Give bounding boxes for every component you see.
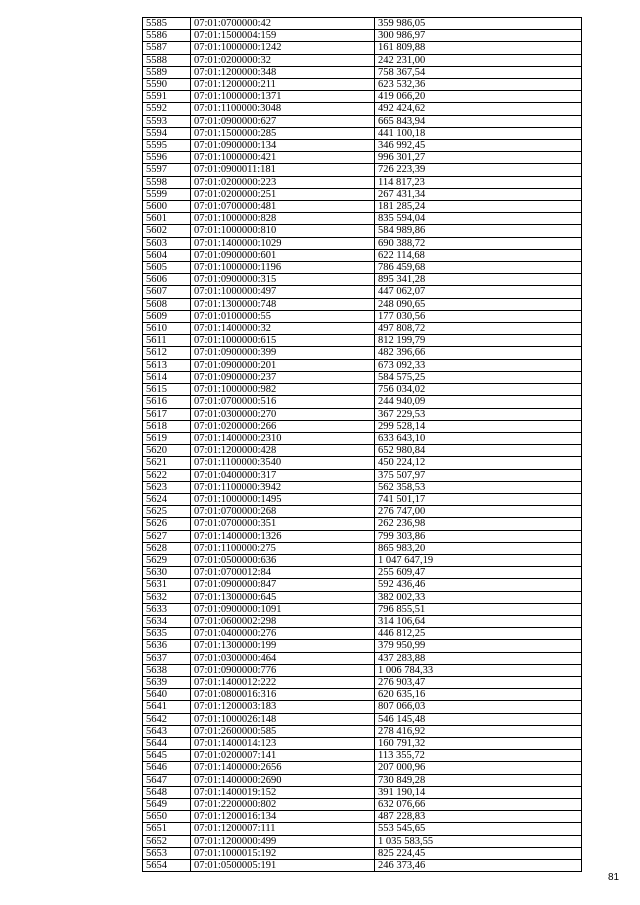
row-number-cell: 5632 bbox=[143, 591, 191, 603]
cadastral-number-cell: 07:01:1200000:428 bbox=[191, 445, 375, 457]
row-number-cell: 5587 bbox=[143, 42, 191, 54]
table-row bbox=[143, 249, 582, 261]
value-cell: 665 843,94 bbox=[375, 115, 582, 127]
value-cell: 825 224,45 bbox=[375, 847, 582, 859]
value-cell: 482 396,66 bbox=[375, 347, 582, 359]
cadastral-number-cell: 07:01:1200000:348 bbox=[191, 66, 375, 78]
cadastral-number-cell: 07:01:1400000:32 bbox=[191, 323, 375, 335]
table-row bbox=[143, 835, 582, 847]
value-cell: 367 229,53 bbox=[375, 408, 582, 420]
table-row bbox=[143, 860, 582, 872]
row-number-cell: 5649 bbox=[143, 799, 191, 811]
table-row bbox=[143, 201, 582, 213]
table-row bbox=[143, 762, 582, 774]
table-row bbox=[143, 591, 582, 603]
row-number-cell: 5614 bbox=[143, 371, 191, 383]
table-row bbox=[143, 408, 582, 420]
value-cell: 437 283,88 bbox=[375, 652, 582, 664]
table-row bbox=[143, 384, 582, 396]
value-cell: 623 532,36 bbox=[375, 79, 582, 91]
row-number-cell: 5589 bbox=[143, 66, 191, 78]
value-cell: 996 301,27 bbox=[375, 152, 582, 164]
cadastral-number-cell: 07:01:1300000:199 bbox=[191, 640, 375, 652]
table-row bbox=[143, 469, 582, 481]
row-number-cell: 5601 bbox=[143, 213, 191, 225]
value-cell: 756 034,02 bbox=[375, 384, 582, 396]
value-cell: 492 424,62 bbox=[375, 103, 582, 115]
value-cell: 391 190,14 bbox=[375, 786, 582, 798]
cadastral-number-cell: 07:01:0500000:636 bbox=[191, 554, 375, 566]
cadastral-number-cell: 07:01:0800016:316 bbox=[191, 689, 375, 701]
row-number-cell: 5625 bbox=[143, 506, 191, 518]
table-row bbox=[143, 530, 582, 542]
row-number-cell: 5644 bbox=[143, 737, 191, 749]
row-number-cell: 5613 bbox=[143, 359, 191, 371]
cadastral-number-cell: 07:01:0700000:268 bbox=[191, 506, 375, 518]
cadastral-number-cell: 07:01:0900000:1091 bbox=[191, 603, 375, 615]
value-cell: 673 092,33 bbox=[375, 359, 582, 371]
table-row bbox=[143, 652, 582, 664]
cadastral-number-cell: 07:01:0900000:601 bbox=[191, 249, 375, 261]
table-row bbox=[143, 213, 582, 225]
cadastral-number-cell: 07:01:1000000:1371 bbox=[191, 91, 375, 103]
row-number-cell: 5612 bbox=[143, 347, 191, 359]
cadastral-number-cell: 07:01:0300000:464 bbox=[191, 652, 375, 664]
cadastral-number-cell: 07:01:0700012:84 bbox=[191, 567, 375, 579]
row-number-cell: 5597 bbox=[143, 164, 191, 176]
row-number-cell: 5617 bbox=[143, 408, 191, 420]
cadastral-number-cell: 07:01:1200016:134 bbox=[191, 811, 375, 823]
value-cell: 300 986,97 bbox=[375, 30, 582, 42]
table-row bbox=[143, 298, 582, 310]
value-cell: 359 986,05 bbox=[375, 18, 582, 30]
value-cell: 633 643,10 bbox=[375, 432, 582, 444]
cadastral-number-cell: 07:01:0900000:315 bbox=[191, 274, 375, 286]
cadastral-number-cell: 07:01:0300000:270 bbox=[191, 408, 375, 420]
value-cell: 262 236,98 bbox=[375, 518, 582, 530]
table-row bbox=[143, 396, 582, 408]
row-number-cell: 5590 bbox=[143, 79, 191, 91]
table-body bbox=[143, 18, 582, 872]
value-cell: 177 030,56 bbox=[375, 310, 582, 322]
row-number-cell: 5603 bbox=[143, 237, 191, 249]
value-cell: 620 635,16 bbox=[375, 689, 582, 701]
table-row bbox=[143, 713, 582, 725]
cadastral-number-cell: 07:01:0500005:191 bbox=[191, 860, 375, 872]
value-cell: 690 388,72 bbox=[375, 237, 582, 249]
row-number-cell: 5637 bbox=[143, 652, 191, 664]
value-cell: 276 747,00 bbox=[375, 506, 582, 518]
row-number-cell: 5596 bbox=[143, 152, 191, 164]
cadastral-number-cell: 07:01:1000000:497 bbox=[191, 286, 375, 298]
cadastral-number-cell: 07:01:1400000:2690 bbox=[191, 774, 375, 786]
row-number-cell: 5646 bbox=[143, 762, 191, 774]
cadastral-number-cell: 07:01:1400000:2656 bbox=[191, 762, 375, 774]
table-row bbox=[143, 603, 582, 615]
row-number-cell: 5627 bbox=[143, 530, 191, 542]
table-row bbox=[143, 237, 582, 249]
cadastral-number-cell: 07:01:1400012:222 bbox=[191, 676, 375, 688]
value-cell: 278 416,92 bbox=[375, 725, 582, 737]
cadastral-number-cell: 07:01:1000000:421 bbox=[191, 152, 375, 164]
cadastral-number-cell: 07:01:1200000:499 bbox=[191, 835, 375, 847]
cadastral-number-cell: 07:01:2600000:585 bbox=[191, 725, 375, 737]
row-number-cell: 5605 bbox=[143, 262, 191, 274]
row-number-cell: 5606 bbox=[143, 274, 191, 286]
cadastral-number-cell: 07:01:0900000:399 bbox=[191, 347, 375, 359]
table-row bbox=[143, 335, 582, 347]
value-cell: 652 980,84 bbox=[375, 445, 582, 457]
table-row bbox=[143, 786, 582, 798]
table-row bbox=[143, 518, 582, 530]
value-cell: 730 849,28 bbox=[375, 774, 582, 786]
table-row bbox=[143, 799, 582, 811]
value-cell: 812 199,79 bbox=[375, 335, 582, 347]
row-number-cell: 5626 bbox=[143, 518, 191, 530]
value-cell: 835 594,04 bbox=[375, 213, 582, 225]
cadastral-number-cell: 07:01:1400000:2310 bbox=[191, 432, 375, 444]
value-cell: 255 609,47 bbox=[375, 567, 582, 579]
row-number-cell: 5611 bbox=[143, 335, 191, 347]
row-number-cell: 5621 bbox=[143, 457, 191, 469]
value-cell: 447 062,07 bbox=[375, 286, 582, 298]
value-cell: 248 090,65 bbox=[375, 298, 582, 310]
value-cell: 865 983,20 bbox=[375, 542, 582, 554]
table-row bbox=[143, 750, 582, 762]
table-row bbox=[143, 676, 582, 688]
row-number-cell: 5618 bbox=[143, 420, 191, 432]
value-cell: 161 809,88 bbox=[375, 42, 582, 54]
table-row bbox=[143, 359, 582, 371]
table-row bbox=[143, 701, 582, 713]
row-number-cell: 5636 bbox=[143, 640, 191, 652]
table-row bbox=[143, 66, 582, 78]
table-row bbox=[143, 371, 582, 383]
cadastral-number-cell: 07:01:0900000:627 bbox=[191, 115, 375, 127]
row-number-cell: 5638 bbox=[143, 664, 191, 676]
cadastral-number-cell: 07:01:0400000:317 bbox=[191, 469, 375, 481]
table-row bbox=[143, 152, 582, 164]
cadastral-number-cell: 07:01:1400000:1326 bbox=[191, 530, 375, 542]
table-row bbox=[143, 628, 582, 640]
table-row bbox=[143, 225, 582, 237]
table-row bbox=[143, 323, 582, 335]
table-row bbox=[143, 579, 582, 591]
value-cell: 799 303,86 bbox=[375, 530, 582, 542]
value-cell: 244 940,09 bbox=[375, 396, 582, 408]
value-cell: 1 035 583,55 bbox=[375, 835, 582, 847]
value-cell: 592 436,46 bbox=[375, 579, 582, 591]
table-row bbox=[143, 54, 582, 66]
value-cell: 1 006 784,33 bbox=[375, 664, 582, 676]
row-number-cell: 5586 bbox=[143, 30, 191, 42]
table-row bbox=[143, 188, 582, 200]
row-number-cell: 5620 bbox=[143, 445, 191, 457]
table-row bbox=[143, 79, 582, 91]
table-row bbox=[143, 725, 582, 737]
table-row bbox=[143, 18, 582, 30]
cadastral-number-cell: 07:01:0900000:847 bbox=[191, 579, 375, 591]
table-row bbox=[143, 91, 582, 103]
row-number-cell: 5607 bbox=[143, 286, 191, 298]
cadastral-number-cell: 07:01:1500000:285 bbox=[191, 127, 375, 139]
row-number-cell: 5588 bbox=[143, 54, 191, 66]
value-cell: 382 002,33 bbox=[375, 591, 582, 603]
table-row bbox=[143, 420, 582, 432]
row-number-cell: 5619 bbox=[143, 432, 191, 444]
value-cell: 419 066,20 bbox=[375, 91, 582, 103]
cadastral-number-cell: 07:01:0700000:481 bbox=[191, 201, 375, 213]
value-cell: 181 285,24 bbox=[375, 201, 582, 213]
row-number-cell: 5602 bbox=[143, 225, 191, 237]
row-number-cell: 5622 bbox=[143, 469, 191, 481]
row-number-cell: 5641 bbox=[143, 701, 191, 713]
table-row bbox=[143, 689, 582, 701]
row-number-cell: 5631 bbox=[143, 579, 191, 591]
row-number-cell: 5594 bbox=[143, 127, 191, 139]
cadastral-number-cell: 07:01:1100000:3048 bbox=[191, 103, 375, 115]
value-cell: 379 950,99 bbox=[375, 640, 582, 652]
row-number-cell: 5609 bbox=[143, 310, 191, 322]
value-cell: 786 459,68 bbox=[375, 262, 582, 274]
row-number-cell: 5653 bbox=[143, 847, 191, 859]
cadastral-number-cell: 07:01:1100000:3540 bbox=[191, 457, 375, 469]
row-number-cell: 5610 bbox=[143, 323, 191, 335]
table-row bbox=[143, 664, 582, 676]
cadastral-number-cell: 07:01:1200007:111 bbox=[191, 823, 375, 835]
table-row bbox=[143, 432, 582, 444]
row-number-cell: 5651 bbox=[143, 823, 191, 835]
value-cell: 1 047 647,19 bbox=[375, 554, 582, 566]
row-number-cell: 5642 bbox=[143, 713, 191, 725]
cadastral-number-cell: 07:01:1000000:1196 bbox=[191, 262, 375, 274]
value-cell: 346 992,45 bbox=[375, 140, 582, 152]
page-number: 81 bbox=[608, 872, 620, 883]
row-number-cell: 5623 bbox=[143, 481, 191, 493]
cadastral-number-cell: 07:01:1100000:275 bbox=[191, 542, 375, 554]
row-number-cell: 5647 bbox=[143, 774, 191, 786]
value-cell: 487 228,83 bbox=[375, 811, 582, 823]
cadastral-number-cell: 07:01:0200007:141 bbox=[191, 750, 375, 762]
table-row bbox=[143, 506, 582, 518]
row-number-cell: 5598 bbox=[143, 176, 191, 188]
cadastral-number-cell: 07:01:0900000:201 bbox=[191, 359, 375, 371]
row-number-cell: 5635 bbox=[143, 628, 191, 640]
cadastral-number-cell: 07:01:1100000:3942 bbox=[191, 481, 375, 493]
table-row bbox=[143, 176, 582, 188]
table-row bbox=[143, 310, 582, 322]
row-number-cell: 5652 bbox=[143, 835, 191, 847]
table-row bbox=[143, 115, 582, 127]
value-cell: 726 223,39 bbox=[375, 164, 582, 176]
value-cell: 114 817,23 bbox=[375, 176, 582, 188]
cadastral-number-cell: 07:01:1200000:211 bbox=[191, 79, 375, 91]
value-cell: 160 791,32 bbox=[375, 737, 582, 749]
table-row bbox=[143, 847, 582, 859]
value-cell: 497 808,72 bbox=[375, 323, 582, 335]
table-row bbox=[143, 542, 582, 554]
value-cell: 546 145,48 bbox=[375, 713, 582, 725]
value-cell: 584 575,25 bbox=[375, 371, 582, 383]
data-table bbox=[142, 17, 582, 872]
row-number-cell: 5648 bbox=[143, 786, 191, 798]
cadastral-number-cell: 07:01:1000000:615 bbox=[191, 335, 375, 347]
cadastral-number-cell: 07:01:1000000:1495 bbox=[191, 493, 375, 505]
table-row bbox=[143, 811, 582, 823]
row-number-cell: 5643 bbox=[143, 725, 191, 737]
cadastral-number-cell: 07:01:1500004:159 bbox=[191, 30, 375, 42]
row-number-cell: 5591 bbox=[143, 91, 191, 103]
row-number-cell: 5650 bbox=[143, 811, 191, 823]
cadastral-number-cell: 07:01:0900000:776 bbox=[191, 664, 375, 676]
row-number-cell: 5595 bbox=[143, 140, 191, 152]
table-row bbox=[143, 127, 582, 139]
table-row bbox=[143, 457, 582, 469]
table-row bbox=[143, 274, 582, 286]
row-number-cell: 5628 bbox=[143, 542, 191, 554]
row-number-cell: 5585 bbox=[143, 18, 191, 30]
cadastral-number-cell: 07:01:0700000:42 bbox=[191, 18, 375, 30]
cadastral-number-cell: 07:01:1000000:828 bbox=[191, 213, 375, 225]
row-number-cell: 5640 bbox=[143, 689, 191, 701]
table-row bbox=[143, 567, 582, 579]
table-row bbox=[143, 554, 582, 566]
cadastral-number-cell: 07:01:1000015:192 bbox=[191, 847, 375, 859]
row-number-cell: 5654 bbox=[143, 860, 191, 872]
value-cell: 314 106,64 bbox=[375, 615, 582, 627]
table-row bbox=[143, 823, 582, 835]
cadastral-number-cell: 07:01:2200000:802 bbox=[191, 799, 375, 811]
value-cell: 807 066,03 bbox=[375, 701, 582, 713]
table-row bbox=[143, 493, 582, 505]
table-row bbox=[143, 164, 582, 176]
cadastral-number-cell: 07:01:0900000:237 bbox=[191, 371, 375, 383]
cadastral-number-cell: 07:01:1300000:645 bbox=[191, 591, 375, 603]
cadastral-number-cell: 07:01:0600002:298 bbox=[191, 615, 375, 627]
row-number-cell: 5608 bbox=[143, 298, 191, 310]
cadastral-number-cell: 07:01:1400019:152 bbox=[191, 786, 375, 798]
value-cell: 796 855,51 bbox=[375, 603, 582, 615]
value-cell: 207 000,96 bbox=[375, 762, 582, 774]
value-cell: 299 528,14 bbox=[375, 420, 582, 432]
value-cell: 758 367,54 bbox=[375, 66, 582, 78]
row-number-cell: 5599 bbox=[143, 188, 191, 200]
value-cell: 276 903,47 bbox=[375, 676, 582, 688]
row-number-cell: 5630 bbox=[143, 567, 191, 579]
table-row bbox=[143, 347, 582, 359]
value-cell: 562 358,53 bbox=[375, 481, 582, 493]
cadastral-number-cell: 07:01:1300000:748 bbox=[191, 298, 375, 310]
table-row bbox=[143, 481, 582, 493]
cadastral-number-cell: 07:01:0200000:266 bbox=[191, 420, 375, 432]
table-row bbox=[143, 615, 582, 627]
value-cell: 632 076,66 bbox=[375, 799, 582, 811]
value-cell: 267 431,34 bbox=[375, 188, 582, 200]
row-number-cell: 5604 bbox=[143, 249, 191, 261]
table-row bbox=[143, 103, 582, 115]
value-cell: 895 341,28 bbox=[375, 274, 582, 286]
table-row bbox=[143, 140, 582, 152]
table-row bbox=[143, 774, 582, 786]
value-cell: 450 224,12 bbox=[375, 457, 582, 469]
table-row bbox=[143, 42, 582, 54]
value-cell: 242 231,00 bbox=[375, 54, 582, 66]
table-row bbox=[143, 737, 582, 749]
value-cell: 446 812,25 bbox=[375, 628, 582, 640]
value-cell: 441 100,18 bbox=[375, 127, 582, 139]
cadastral-number-cell: 07:01:1000000:982 bbox=[191, 384, 375, 396]
value-cell: 113 355,72 bbox=[375, 750, 582, 762]
cadastral-number-cell: 07:01:1000000:810 bbox=[191, 225, 375, 237]
value-cell: 741 501,17 bbox=[375, 493, 582, 505]
cadastral-number-cell: 07:01:0900011:181 bbox=[191, 164, 375, 176]
cadastral-number-cell: 07:01:1400014:123 bbox=[191, 737, 375, 749]
table-row bbox=[143, 445, 582, 457]
table-row bbox=[143, 262, 582, 274]
value-cell: 246 373,46 bbox=[375, 860, 582, 872]
row-number-cell: 5639 bbox=[143, 676, 191, 688]
row-number-cell: 5645 bbox=[143, 750, 191, 762]
row-number-cell: 5592 bbox=[143, 103, 191, 115]
cadastral-number-cell: 07:01:1000026:148 bbox=[191, 713, 375, 725]
row-number-cell: 5634 bbox=[143, 615, 191, 627]
cadastral-number-cell: 07:01:0100000:55 bbox=[191, 310, 375, 322]
table-row bbox=[143, 640, 582, 652]
row-number-cell: 5624 bbox=[143, 493, 191, 505]
table-row bbox=[143, 30, 582, 42]
cadastral-number-cell: 07:01:1400000:1029 bbox=[191, 237, 375, 249]
cadastral-number-cell: 07:01:0400000:276 bbox=[191, 628, 375, 640]
cadastral-number-cell: 07:01:0200000:32 bbox=[191, 54, 375, 66]
row-number-cell: 5600 bbox=[143, 201, 191, 213]
row-number-cell: 5616 bbox=[143, 396, 191, 408]
row-number-cell: 5633 bbox=[143, 603, 191, 615]
cadastral-number-cell: 07:01:1200003:183 bbox=[191, 701, 375, 713]
value-cell: 622 114,68 bbox=[375, 249, 582, 261]
cadastral-number-cell: 07:01:0900000:134 bbox=[191, 140, 375, 152]
value-cell: 584 989,86 bbox=[375, 225, 582, 237]
cadastral-number-cell: 07:01:0700000:516 bbox=[191, 396, 375, 408]
cadastral-number-cell: 07:01:0700000:351 bbox=[191, 518, 375, 530]
cadastral-number-cell: 07:01:1000000:1242 bbox=[191, 42, 375, 54]
cadastral-number-cell: 07:01:0200000:251 bbox=[191, 188, 375, 200]
cadastral-number-cell: 07:01:0200000:223 bbox=[191, 176, 375, 188]
row-number-cell: 5593 bbox=[143, 115, 191, 127]
row-number-cell: 5615 bbox=[143, 384, 191, 396]
value-cell: 375 507,97 bbox=[375, 469, 582, 481]
row-number-cell: 5629 bbox=[143, 554, 191, 566]
value-cell: 553 545,65 bbox=[375, 823, 582, 835]
table-row bbox=[143, 286, 582, 298]
